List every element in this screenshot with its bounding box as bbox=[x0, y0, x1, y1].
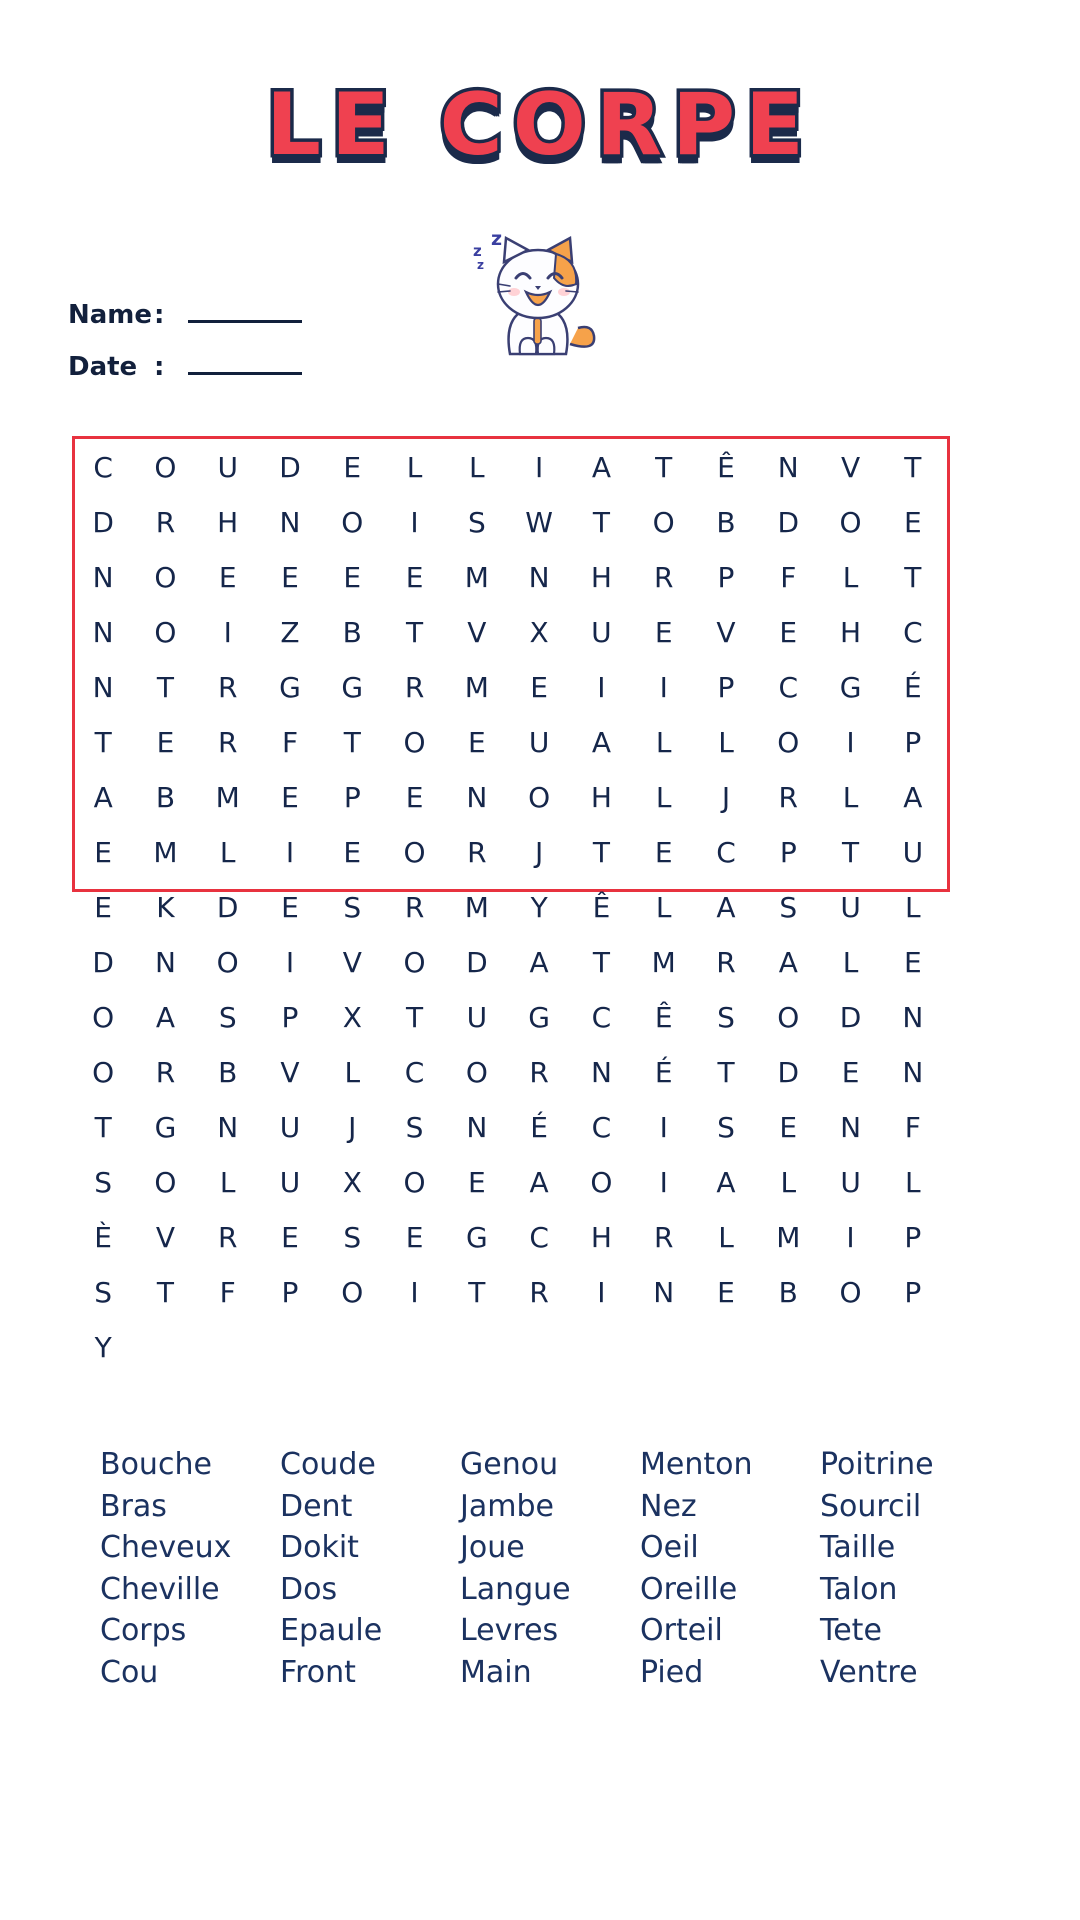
grid-cell[interactable]: U bbox=[840, 1165, 861, 1199]
word-list-item[interactable]: Tete bbox=[820, 1613, 882, 1649]
grid-cell[interactable]: N bbox=[154, 945, 176, 979]
word-list-item[interactable]: Cou bbox=[100, 1654, 159, 1690]
grid-cell[interactable]: M bbox=[464, 890, 489, 924]
grid-cell[interactable]: N bbox=[902, 1000, 924, 1034]
grid-cell[interactable]: E bbox=[94, 890, 112, 924]
grid-cell[interactable]: L bbox=[780, 1165, 797, 1199]
grid-cell[interactable]: F bbox=[219, 1275, 236, 1309]
grid-cell[interactable]: G bbox=[341, 670, 364, 704]
grid-cell[interactable]: X bbox=[342, 1165, 362, 1199]
grid-cell[interactable]: O bbox=[528, 780, 551, 814]
grid-cell[interactable]: U bbox=[279, 1165, 301, 1199]
grid-cell[interactable]: U bbox=[902, 835, 924, 869]
grid-cell[interactable]: T bbox=[592, 945, 610, 979]
word-list-item[interactable]: Sourcil bbox=[820, 1488, 922, 1524]
word-list-item[interactable]: Epaule bbox=[280, 1613, 383, 1649]
grid-cell[interactable]: R bbox=[529, 1275, 549, 1309]
grid-cell[interactable]: A bbox=[529, 945, 549, 979]
zzz-letter-2: z bbox=[473, 242, 482, 260]
grid-cell[interactable]: L bbox=[469, 450, 485, 484]
grid-cell[interactable]: E bbox=[405, 1220, 424, 1254]
grid-cell[interactable]: U bbox=[528, 725, 550, 759]
grid-cell[interactable]: E bbox=[405, 780, 424, 814]
grid-cell[interactable]: U bbox=[591, 615, 612, 649]
grid-cell[interactable]: D bbox=[466, 945, 488, 979]
grid-cell[interactable]: I bbox=[659, 670, 668, 704]
grid-cell[interactable]: R bbox=[653, 560, 674, 594]
zzz-letter-1: z bbox=[491, 228, 503, 250]
grid-cell[interactable]: R bbox=[155, 505, 176, 539]
grid-cell[interactable]: C bbox=[778, 670, 799, 704]
grid-cell[interactable]: T bbox=[156, 670, 174, 704]
grid-cell[interactable]: R bbox=[404, 670, 425, 704]
grid-cell[interactable]: O bbox=[92, 1000, 115, 1034]
grid-cell[interactable]: C bbox=[529, 1220, 549, 1254]
grid-cell[interactable]: S bbox=[94, 1275, 113, 1309]
grid-cell[interactable]: R bbox=[716, 945, 736, 979]
name-label: Name bbox=[68, 300, 153, 330]
word-list-item[interactable]: Bouche bbox=[100, 1447, 212, 1482]
grid-cell[interactable]: N bbox=[653, 1275, 675, 1309]
word-list-item[interactable]: Joue bbox=[460, 1530, 525, 1566]
grid-cell[interactable]: T bbox=[468, 1275, 486, 1309]
grid-cell[interactable]: N bbox=[466, 1110, 488, 1144]
grid-cell[interactable]: M bbox=[215, 780, 240, 814]
grid-cell[interactable]: G bbox=[465, 1220, 488, 1254]
grid-cell[interactable]: T bbox=[406, 615, 424, 649]
word-list-item[interactable]: Poitrine bbox=[820, 1447, 934, 1482]
grid-cell[interactable]: P bbox=[779, 835, 797, 869]
grid-cell[interactable]: E bbox=[343, 560, 362, 594]
grid-cell[interactable]: E bbox=[281, 890, 299, 924]
grid-cell[interactable]: E bbox=[156, 725, 175, 759]
grid-cell[interactable]: J bbox=[348, 1110, 357, 1144]
grid-cell[interactable]: V bbox=[342, 945, 362, 979]
grid-cell[interactable]: A bbox=[903, 780, 923, 814]
word-list-column bbox=[100, 1448, 280, 1698]
grid-cell[interactable]: Ê bbox=[717, 450, 735, 484]
grid-cell[interactable]: E bbox=[343, 450, 362, 484]
grid-cell[interactable]: G bbox=[839, 670, 862, 704]
grid-cell[interactable]: I bbox=[846, 1220, 855, 1254]
grid-cell[interactable]: K bbox=[156, 890, 175, 924]
grid-cell[interactable]: B bbox=[218, 1055, 238, 1089]
word-search-grid[interactable] bbox=[72, 440, 944, 1364]
grid-cell[interactable]: V bbox=[840, 450, 861, 484]
word-list-item[interactable]: Levres bbox=[460, 1613, 559, 1649]
name-input-line[interactable] bbox=[188, 300, 302, 323]
grid-cell[interactable]: X bbox=[529, 615, 549, 649]
grid-cell[interactable]: T bbox=[904, 560, 922, 594]
grid-cell[interactable]: O bbox=[92, 1055, 115, 1089]
grid-cell[interactable]: O bbox=[465, 1055, 488, 1089]
grid-cell[interactable]: O bbox=[341, 1275, 364, 1309]
grid-cell[interactable]: S bbox=[94, 1165, 113, 1199]
grid-cell[interactable]: D bbox=[839, 1000, 862, 1034]
word-list-item[interactable]: Talon bbox=[820, 1571, 898, 1607]
grid-cell[interactable]: P bbox=[281, 1000, 299, 1034]
grid-cell[interactable]: N bbox=[466, 780, 488, 814]
grid-cell[interactable]: N bbox=[279, 505, 301, 539]
grid-cell[interactable]: N bbox=[840, 1110, 862, 1144]
grid-cell[interactable]: S bbox=[717, 1000, 735, 1034]
grid-cell[interactable]: O bbox=[839, 505, 862, 539]
grid-cell[interactable]: R bbox=[529, 1055, 549, 1089]
grid-cell[interactable]: N bbox=[217, 1110, 239, 1144]
grid-cell[interactable]: L bbox=[655, 725, 672, 759]
grid-cell[interactable]: O bbox=[839, 1275, 862, 1309]
grid-cell[interactable]: O bbox=[777, 1000, 800, 1034]
grid-cell[interactable]: G bbox=[154, 1110, 177, 1144]
grid-cell[interactable]: T bbox=[592, 835, 610, 869]
grid-cell[interactable]: I bbox=[285, 835, 295, 869]
grid-cell[interactable]: G bbox=[279, 670, 301, 704]
grid-cell[interactable]: È bbox=[94, 1220, 112, 1254]
grid-cell[interactable]: E bbox=[779, 1110, 798, 1144]
grid-cell[interactable]: A bbox=[591, 725, 611, 759]
grid-cell[interactable]: R bbox=[778, 780, 799, 814]
grid-cell[interactable]: D bbox=[92, 505, 114, 539]
grid-cell[interactable]: L bbox=[219, 835, 236, 869]
grid-cell[interactable]: L bbox=[718, 1220, 734, 1254]
grid-cell[interactable]: P bbox=[281, 1275, 299, 1309]
grid-cell[interactable]: L bbox=[842, 560, 859, 594]
grid-cell[interactable]: L bbox=[842, 780, 859, 814]
cat-illustration bbox=[452, 222, 622, 372]
grid-cell[interactable]: W bbox=[525, 505, 553, 539]
word-list-item[interactable]: Genou bbox=[460, 1447, 559, 1482]
grid-cell[interactable]: H bbox=[590, 780, 612, 814]
grid-cell[interactable]: E bbox=[281, 780, 299, 814]
word-list-column bbox=[460, 1448, 640, 1698]
grid-cell[interactable]: E bbox=[903, 505, 922, 539]
grid-cell[interactable]: N bbox=[902, 1055, 924, 1089]
grid-cell[interactable]: E bbox=[281, 560, 299, 594]
grid-cell[interactable]: B bbox=[778, 1275, 798, 1309]
grid-cell[interactable]: O bbox=[154, 450, 177, 484]
grid-cell[interactable]: C bbox=[591, 1000, 612, 1034]
grid-cell[interactable]: E bbox=[779, 615, 798, 649]
grid-cell[interactable]: M bbox=[464, 670, 489, 704]
grid-cell[interactable]: M bbox=[776, 1220, 801, 1254]
grid-cell[interactable]: P bbox=[904, 725, 922, 759]
grid-cell[interactable]: E bbox=[405, 560, 424, 594]
grid-cell[interactable]: E bbox=[467, 725, 486, 759]
word-list-item[interactable]: Dos bbox=[280, 1571, 338, 1607]
grid-cell[interactable]: O bbox=[403, 1165, 426, 1199]
grid-cell[interactable]: F bbox=[904, 1110, 921, 1144]
grid-cell[interactable]: N bbox=[590, 1055, 612, 1089]
title-container bbox=[0, 75, 1080, 175]
grid-cell[interactable]: S bbox=[343, 1220, 362, 1254]
grid-cell[interactable]: V bbox=[716, 615, 736, 649]
grid-cell[interactable]: A bbox=[155, 1000, 175, 1034]
word-list-item[interactable]: Bras bbox=[100, 1488, 167, 1524]
grid-cell[interactable]: R bbox=[217, 1220, 238, 1254]
grid-cell[interactable]: L bbox=[344, 1055, 361, 1089]
grid-cell[interactable]: I bbox=[285, 945, 295, 979]
grid-cell[interactable]: P bbox=[904, 1275, 922, 1309]
grid-cell[interactable]: O bbox=[652, 505, 675, 539]
grid-cell[interactable]: C bbox=[591, 1110, 612, 1144]
grid-cell[interactable]: O bbox=[403, 725, 426, 759]
grid-cell[interactable]: E bbox=[281, 1220, 299, 1254]
grid-cell[interactable]: S bbox=[717, 1110, 735, 1144]
grid-cell[interactable]: G bbox=[528, 1000, 550, 1034]
word-list-item[interactable]: Coude bbox=[280, 1447, 376, 1482]
grid-cell[interactable]: B bbox=[342, 615, 362, 649]
grid-cell[interactable]: A bbox=[591, 450, 611, 484]
grid-cell[interactable]: A bbox=[716, 1165, 736, 1199]
word-list-item[interactable]: Ventre bbox=[820, 1654, 918, 1690]
grid-cell[interactable]: P bbox=[717, 560, 735, 594]
grid-cell[interactable]: B bbox=[155, 780, 176, 814]
grid-cell[interactable]: A bbox=[716, 890, 736, 924]
zzz-letter-3: z bbox=[477, 258, 484, 272]
grid-cell[interactable]: O bbox=[154, 615, 177, 649]
grid-cell[interactable]: L bbox=[905, 890, 921, 924]
grid-cell[interactable]: E bbox=[717, 1275, 735, 1309]
grid-cell[interactable]: T bbox=[94, 1110, 112, 1144]
grid-cell[interactable]: T bbox=[904, 450, 922, 484]
grid-cell[interactable]: L bbox=[718, 725, 734, 759]
grid-cell[interactable]: I bbox=[659, 1165, 668, 1199]
word-list-item[interactable]: Dokit bbox=[280, 1530, 359, 1566]
grid-cell[interactable]: E bbox=[94, 835, 112, 869]
grid-cell[interactable]: R bbox=[217, 670, 238, 704]
grid-cell[interactable]: Y bbox=[530, 890, 548, 924]
grid-cell[interactable]: A bbox=[778, 945, 798, 979]
word-list-column bbox=[280, 1448, 460, 1698]
grid-cell[interactable]: D bbox=[216, 890, 239, 924]
word-list-item[interactable]: Main bbox=[460, 1654, 532, 1690]
grid-cell[interactable]: T bbox=[343, 725, 361, 759]
grid-cell[interactable]: P bbox=[343, 780, 361, 814]
grid-cell[interactable]: H bbox=[217, 505, 239, 539]
grid-cell[interactable]: S bbox=[343, 890, 362, 924]
word-list-item[interactable]: Jambe bbox=[460, 1488, 554, 1524]
grid-cell[interactable]: S bbox=[779, 890, 798, 924]
grid-cell[interactable]: É bbox=[654, 1055, 673, 1089]
grid-cell[interactable]: L bbox=[905, 1165, 921, 1199]
grid-cell[interactable]: S bbox=[467, 505, 486, 539]
grid-cell[interactable]: L bbox=[655, 780, 672, 814]
grid-cell[interactable]: N bbox=[92, 670, 114, 704]
grid-cell[interactable]: V bbox=[467, 615, 487, 649]
word-list-column bbox=[820, 1448, 1000, 1698]
word-list-item[interactable]: Langue bbox=[460, 1571, 571, 1607]
page-title: LE CORPE bbox=[266, 75, 814, 175]
grid-cell[interactable]: H bbox=[590, 560, 612, 594]
grid-cell[interactable]: M bbox=[651, 945, 676, 979]
word-list-item[interactable]: Oeil bbox=[640, 1530, 699, 1566]
grid-cell[interactable]: M bbox=[153, 835, 178, 869]
grid-cell[interactable]: É bbox=[530, 1110, 548, 1144]
grid-cell[interactable]: U bbox=[279, 1110, 301, 1144]
grid-cell[interactable]: I bbox=[846, 725, 855, 759]
grid-cell[interactable]: E bbox=[530, 670, 548, 704]
word-list-item[interactable]: Nez bbox=[640, 1488, 697, 1524]
grid-cell[interactable]: I bbox=[410, 1275, 419, 1309]
grid-cell[interactable]: T bbox=[842, 835, 860, 869]
grid-cell[interactable]: X bbox=[342, 1000, 362, 1034]
word-list-item[interactable]: Cheveux bbox=[100, 1530, 232, 1566]
grid-cell[interactable]: O bbox=[403, 835, 426, 869]
grid-cell[interactable]: I bbox=[659, 1110, 668, 1144]
grid-cell[interactable]: E bbox=[218, 560, 237, 594]
grid-cell[interactable]: O bbox=[403, 945, 426, 979]
grid-cell[interactable]: D bbox=[279, 450, 301, 484]
grid-cell[interactable]: J bbox=[535, 835, 544, 869]
grid-cell[interactable]: A bbox=[529, 1165, 549, 1199]
grid-cell[interactable]: H bbox=[840, 615, 862, 649]
grid-cell[interactable]: U bbox=[840, 890, 861, 924]
grid-cell[interactable]: N bbox=[92, 560, 114, 594]
grid-cell[interactable]: C bbox=[93, 450, 113, 484]
grid-cell[interactable]: U bbox=[466, 1000, 488, 1034]
date-field-row bbox=[68, 352, 302, 382]
grid-cell[interactable]: R bbox=[155, 1055, 176, 1089]
word-list-column bbox=[640, 1448, 820, 1698]
grid-cell[interactable]: Y bbox=[94, 1330, 112, 1364]
grid-cell[interactable]: R bbox=[217, 725, 238, 759]
grid-cell[interactable]: P bbox=[717, 670, 735, 704]
grid-cell[interactable]: O bbox=[154, 1165, 177, 1199]
grid-cell[interactable]: D bbox=[777, 505, 800, 539]
grid-cell[interactable]: Ê bbox=[592, 890, 611, 924]
grid-cell[interactable]: E bbox=[654, 615, 673, 649]
grid-cell[interactable]: S bbox=[405, 1110, 424, 1144]
grid-cell[interactable]: O bbox=[590, 1165, 613, 1199]
grid-cell[interactable]: O bbox=[216, 945, 239, 979]
grid-cell[interactable]: E bbox=[467, 1165, 486, 1199]
word-list-item[interactable]: Menton bbox=[640, 1447, 753, 1482]
grid-cell[interactable]: O bbox=[341, 505, 364, 539]
grid-cell[interactable]: L bbox=[219, 1165, 236, 1199]
grid-cell[interactable]: É bbox=[903, 670, 922, 704]
grid-cell[interactable]: A bbox=[93, 780, 113, 814]
word-list-item[interactable]: Cheville bbox=[100, 1571, 220, 1607]
student-fields bbox=[68, 300, 302, 404]
grid-cell[interactable]: O bbox=[777, 725, 800, 759]
grid-cell[interactable]: T bbox=[406, 1000, 424, 1034]
grid-cell[interactable]: I bbox=[223, 615, 232, 649]
grid-cell[interactable]: D bbox=[92, 945, 114, 979]
grid-cell[interactable]: F bbox=[281, 725, 299, 759]
grid-cell[interactable]: Z bbox=[280, 615, 300, 649]
grid-cell[interactable]: H bbox=[590, 1220, 612, 1254]
grid-cell[interactable]: E bbox=[903, 945, 922, 979]
word-list-item[interactable]: Corps bbox=[100, 1613, 187, 1649]
grid-cell[interactable]: T bbox=[592, 505, 610, 539]
grid-cell[interactable]: T bbox=[156, 1275, 174, 1309]
grid-cell[interactable]: F bbox=[780, 560, 797, 594]
word-list-item[interactable]: Dent bbox=[280, 1488, 353, 1524]
word-list bbox=[100, 1448, 1000, 1698]
grid-cell[interactable]: T bbox=[655, 450, 673, 484]
word-list-item[interactable]: Orteil bbox=[640, 1613, 723, 1649]
grid-cell[interactable]: R bbox=[653, 1220, 674, 1254]
grid-cell[interactable]: L bbox=[842, 945, 859, 979]
grid-cell[interactable]: V bbox=[280, 1055, 300, 1089]
grid-cell[interactable]: J bbox=[721, 780, 731, 814]
grid-cell[interactable]: N bbox=[528, 560, 550, 594]
grid-cell[interactable]: S bbox=[218, 1000, 237, 1034]
grid-cell[interactable]: U bbox=[217, 450, 238, 484]
grid-cell[interactable]: R bbox=[467, 835, 487, 869]
grid-cell[interactable]: R bbox=[404, 890, 425, 924]
word-list-item[interactable]: Pied bbox=[640, 1654, 704, 1690]
grid-cell[interactable]: P bbox=[904, 1220, 922, 1254]
grid-cell[interactable]: B bbox=[716, 505, 736, 539]
grid-cell[interactable]: D bbox=[777, 1055, 800, 1089]
grid-cell[interactable]: M bbox=[464, 560, 489, 594]
grid-cell[interactable]: V bbox=[155, 1220, 175, 1254]
grid-cell[interactable]: T bbox=[717, 1055, 735, 1089]
grid-cell[interactable]: L bbox=[655, 890, 672, 924]
date-colon: : bbox=[154, 352, 165, 382]
grid-cell[interactable]: O bbox=[154, 560, 177, 594]
grid-cell[interactable]: L bbox=[406, 450, 423, 484]
grid-cell[interactable]: I bbox=[597, 670, 606, 704]
word-list-item[interactable]: Taille bbox=[820, 1530, 896, 1566]
name-field-row bbox=[68, 300, 302, 330]
grid-cell[interactable]: I bbox=[535, 450, 544, 484]
grid-cell[interactable]: C bbox=[903, 615, 923, 649]
name-colon: : bbox=[154, 300, 165, 330]
grid-cell[interactable]: N bbox=[92, 615, 114, 649]
grid-cell[interactable]: I bbox=[597, 1275, 606, 1309]
grid-cell[interactable]: N bbox=[777, 450, 799, 484]
grid-cell[interactable]: Ê bbox=[654, 1000, 673, 1034]
word-list-item[interactable]: Oreille bbox=[640, 1571, 738, 1607]
grid-cell[interactable]: I bbox=[410, 505, 419, 539]
grid-cell[interactable]: T bbox=[94, 725, 112, 759]
date-input-line[interactable] bbox=[188, 352, 302, 375]
word-list-item[interactable]: Front bbox=[280, 1654, 356, 1690]
date-label: Date bbox=[68, 352, 138, 382]
grid-cell[interactable]: C bbox=[404, 1055, 425, 1089]
grid-cell[interactable]: E bbox=[343, 835, 362, 869]
grid-cell[interactable]: C bbox=[716, 835, 736, 869]
grid-cell[interactable]: E bbox=[654, 835, 673, 869]
grid-cell[interactable]: E bbox=[841, 1055, 860, 1089]
